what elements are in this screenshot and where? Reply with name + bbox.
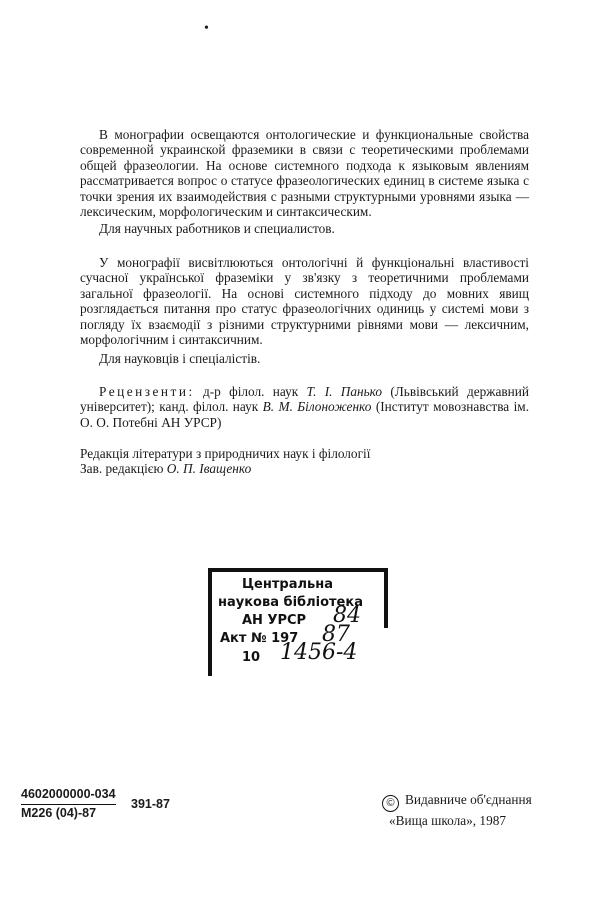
stamp-handwritten-84: 84 [333, 603, 361, 628]
stamp-line2: наукова бібліотека [218, 595, 363, 610]
russian-annotation [80, 127, 529, 219]
code-numerator: 4602000000-034 [21, 786, 116, 805]
library-stamp [208, 568, 384, 676]
russian-audience [80, 221, 529, 236]
code-denominator: М226 (04)-87 [21, 806, 97, 820]
stamp-line1: Центральна [242, 577, 333, 592]
stamp-line5: 10 [242, 650, 261, 665]
reviewer1-degree: д-р філол. наук [202, 384, 299, 399]
stamp-line4: Акт № 197 [220, 631, 299, 646]
reviewer2-degree: канд. філол. наук [159, 399, 259, 415]
reviewer1-name: Т. І. Панько [306, 384, 383, 399]
stamp-edge [384, 568, 388, 628]
reviewers-block [80, 384, 529, 430]
publisher-imprint [382, 791, 532, 830]
ukrainian-audience [80, 351, 529, 366]
editorial-head-label: Зав. редакцією [80, 461, 164, 477]
top-mark: • [204, 21, 209, 36]
imprint-line1: Видавниче об'єднання [405, 792, 532, 807]
stamp-handwritten-87: 87 [322, 622, 350, 647]
stamp-line3: АН УРСР [242, 613, 307, 628]
editorial-block [80, 446, 529, 477]
editorial-head [80, 461, 529, 476]
ukrainian-annotation-text: У монографії висвітлюються онтологічні й функціональні властивості сучасної української фраземіки у зв'язку з теоретичними проблемами загальної фразеології. На основі системного підходу до мовних явищ розглядається питання про статус фразеологічних одиниць у системі мови з погляду їх взаємодії з різними структурними рівнями мови — лексичним, морфологічним і синтаксичним. [80, 255, 529, 348]
imprint-line2: «Вища школа», 1987 [389, 813, 507, 828]
ukrainian-audience-text: Для науковців і спеціалістів. [99, 351, 261, 366]
editorial-head-name: О. П. Іващенко [166, 461, 252, 477]
editorial-office: Редакція літератури з природничих наук і філології [80, 446, 371, 461]
reviewer2-name: В. М. Білоноженко [262, 399, 372, 415]
russian-audience-text: Для научных работников и специалистов. [99, 221, 335, 236]
ukrainian-annotation [80, 255, 529, 347]
russian-annotation-text: В монографии освещаются онтологические и функциональные свойства современной украинской фраземики в связи с теоретическими проблемами общей фразеологии. На основе системного подхода к языковым явлениям рассматривается вопрос о статусе фразеологических единиц в системе языка с точки зрения их взаимодействия с разными структурными уровнями языка — лексическим, морфологическим и синтаксическим. [80, 127, 529, 220]
reviewer1-affiliation: (Львівський державний університет); [80, 384, 529, 415]
stamp-handwritten-number: 1456-4 [280, 640, 358, 665]
copyright-icon: © [382, 795, 399, 812]
reviewers-label: Рецензенти: [99, 384, 195, 399]
code-number: 391-87 [131, 797, 170, 811]
catalog-codes [21, 786, 170, 822]
reviewer2-affiliation: (Інститут мовознавства ім. О. О. Потебні АН УРСР) [80, 399, 530, 430]
